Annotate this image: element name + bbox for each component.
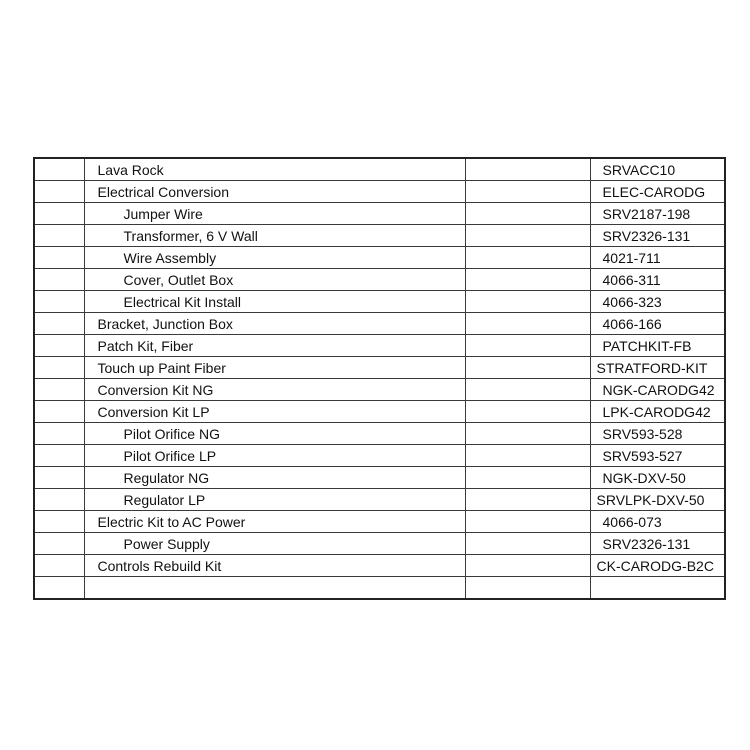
row-marker-cell [34,533,84,555]
empty-cell [465,313,590,335]
part-description: Regulator NG [84,467,465,489]
empty-cell [84,577,465,600]
part-description: Wire Assembly [84,247,465,269]
part-number: LPK-CARODG42 [590,401,725,423]
part-description: Conversion Kit LP [84,401,465,423]
empty-cell [465,379,590,401]
table-row [34,247,725,269]
row-marker-cell [34,313,84,335]
empty-cell [465,577,590,600]
table-row [34,445,725,467]
empty-cell [465,423,590,445]
part-description: Touch up Paint Fiber [84,357,465,379]
row-marker-cell [34,291,84,313]
empty-cell [465,225,590,247]
part-number: STRATFORD-KIT [590,357,725,379]
empty-cell [465,533,590,555]
empty-cell [465,489,590,511]
row-marker-cell [34,401,84,423]
table-row [34,269,725,291]
empty-cell [465,357,590,379]
table-row [34,379,725,401]
part-number: PATCHKIT-FB [590,335,725,357]
empty-cell [465,401,590,423]
part-number: SRV2326-131 [590,225,725,247]
part-description: Lava Rock [84,158,465,181]
table-row [34,533,725,555]
row-marker-cell [34,225,84,247]
part-number: NGK-DXV-50 [590,467,725,489]
table-row [34,291,725,313]
part-number: NGK-CARODG42 [590,379,725,401]
empty-cell [465,467,590,489]
row-marker-cell [34,247,84,269]
part-number: SRV593-528 [590,423,725,445]
part-number: SRVLPK-DXV-50 [590,489,725,511]
table-row [34,313,725,335]
empty-cell [465,203,590,225]
table-row [34,225,725,247]
part-description: Jumper Wire [84,203,465,225]
part-description: Patch Kit, Fiber [84,335,465,357]
parts-table-body [34,158,725,599]
part-description: Power Supply [84,533,465,555]
part-number: SRV2326-131 [590,533,725,555]
empty-cell [465,181,590,203]
part-number: 4066-073 [590,511,725,533]
part-number: SRV593-527 [590,445,725,467]
blank-row [34,577,725,600]
table-row [34,555,725,577]
part-number: ELEC-CARODG [590,181,725,203]
part-number: 4066-323 [590,291,725,313]
table-row [34,158,725,181]
part-description: Pilot Orifice LP [84,445,465,467]
row-marker-cell [34,181,84,203]
part-description: Electrical Conversion [84,181,465,203]
table-row [34,203,725,225]
part-number: SRVACC10 [590,158,725,181]
table-row [34,467,725,489]
table-row [34,335,725,357]
part-description: Electric Kit to AC Power [84,511,465,533]
table-row [34,357,725,379]
part-number: 4066-311 [590,269,725,291]
row-marker-cell [34,467,84,489]
row-marker-cell [34,511,84,533]
row-marker-cell [34,158,84,181]
empty-cell [465,335,590,357]
part-number: 4066-166 [590,313,725,335]
part-number: 4021-711 [590,247,725,269]
part-description: Regulator LP [84,489,465,511]
empty-cell [34,577,84,600]
table-row [34,511,725,533]
empty-cell [465,291,590,313]
empty-cell [590,577,725,600]
part-description: Transformer, 6 V Wall [84,225,465,247]
part-description: Electrical Kit Install [84,291,465,313]
row-marker-cell [34,555,84,577]
part-number: CK-CARODG-B2C [590,555,725,577]
row-marker-cell [34,357,84,379]
row-marker-cell [34,335,84,357]
row-marker-cell [34,203,84,225]
empty-cell [465,445,590,467]
row-marker-cell [34,423,84,445]
part-description: Pilot Orifice NG [84,423,465,445]
part-description: Cover, Outlet Box [84,269,465,291]
row-marker-cell [34,489,84,511]
parts-table [33,157,726,600]
empty-cell [465,269,590,291]
part-description: Conversion Kit NG [84,379,465,401]
empty-cell [465,511,590,533]
row-marker-cell [34,379,84,401]
part-description: Controls Rebuild Kit [84,555,465,577]
row-marker-cell [34,445,84,467]
empty-cell [465,555,590,577]
table-row [34,181,725,203]
part-description: Bracket, Junction Box [84,313,465,335]
part-number: SRV2187-198 [590,203,725,225]
empty-cell [465,158,590,181]
table-row [34,489,725,511]
row-marker-cell [34,269,84,291]
table-row [34,423,725,445]
table-row [34,401,725,423]
empty-cell [465,247,590,269]
